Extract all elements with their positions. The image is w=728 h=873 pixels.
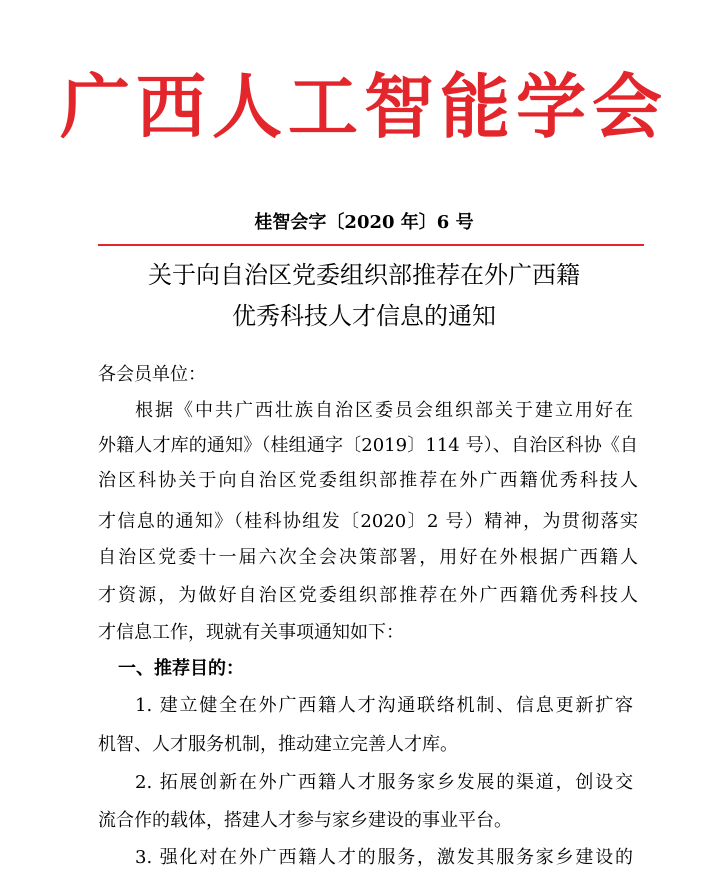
paragraph-line: 根据《中共广西壮族自治区委员会组织部关于建立用好在 [135, 400, 633, 421]
section-heading: 一、推荐目的： [118, 658, 244, 679]
notice-title-line-2: 优秀科技人才信息的通知 [232, 302, 496, 330]
org-masthead: 广西人工智能学会 [60, 66, 668, 148]
paragraph-line: 外籍人才库的通知》（桂组通字〔2019〕114 号）、自治区科协《自 [98, 435, 638, 456]
paragraph-line: 才信息工作，现就有关事项通知如下： [98, 622, 404, 643]
paragraph-line: 自治区党委十一届六次全会决策部署，用好在外根据广西籍人 [98, 547, 638, 568]
notice-title-line-1: 关于向自治区党委组织部推荐在外广西籍 [148, 261, 580, 289]
paragraph-line: 治区科协关于向自治区党委组织部推荐在外广西籍优秀科技人 [98, 470, 638, 491]
list-item-line: 机智、人才服务机制，推动建立完善人才库。 [98, 734, 458, 755]
list-item-line: 1. 建立健全在外广西籍人才沟通联络机制、信息更新扩容 [135, 695, 633, 716]
paragraph-line: 才资源，为做好自治区党委组织部推荐在外广西籍优秀科技人 [98, 585, 638, 606]
list-item-line: 流合作的载体，搭建人才参与家乡建设的事业平台。 [98, 810, 512, 831]
salutation: 各会员单位： [98, 364, 206, 385]
red-divider [98, 244, 644, 246]
list-item-line: 3. 强化对在外广西籍人才的服务，激发其服务家乡建设的 [135, 847, 633, 868]
document-number: 桂智会字〔2020 年〕6 号 [254, 212, 474, 233]
list-item-line: 2. 拓展创新在外广西籍人才服务家乡发展的渠道，创设交 [135, 772, 633, 793]
paragraph-line: 才信息的通知》（桂科协组发〔2020〕2 号）精神，为贯彻落实 [98, 511, 638, 532]
